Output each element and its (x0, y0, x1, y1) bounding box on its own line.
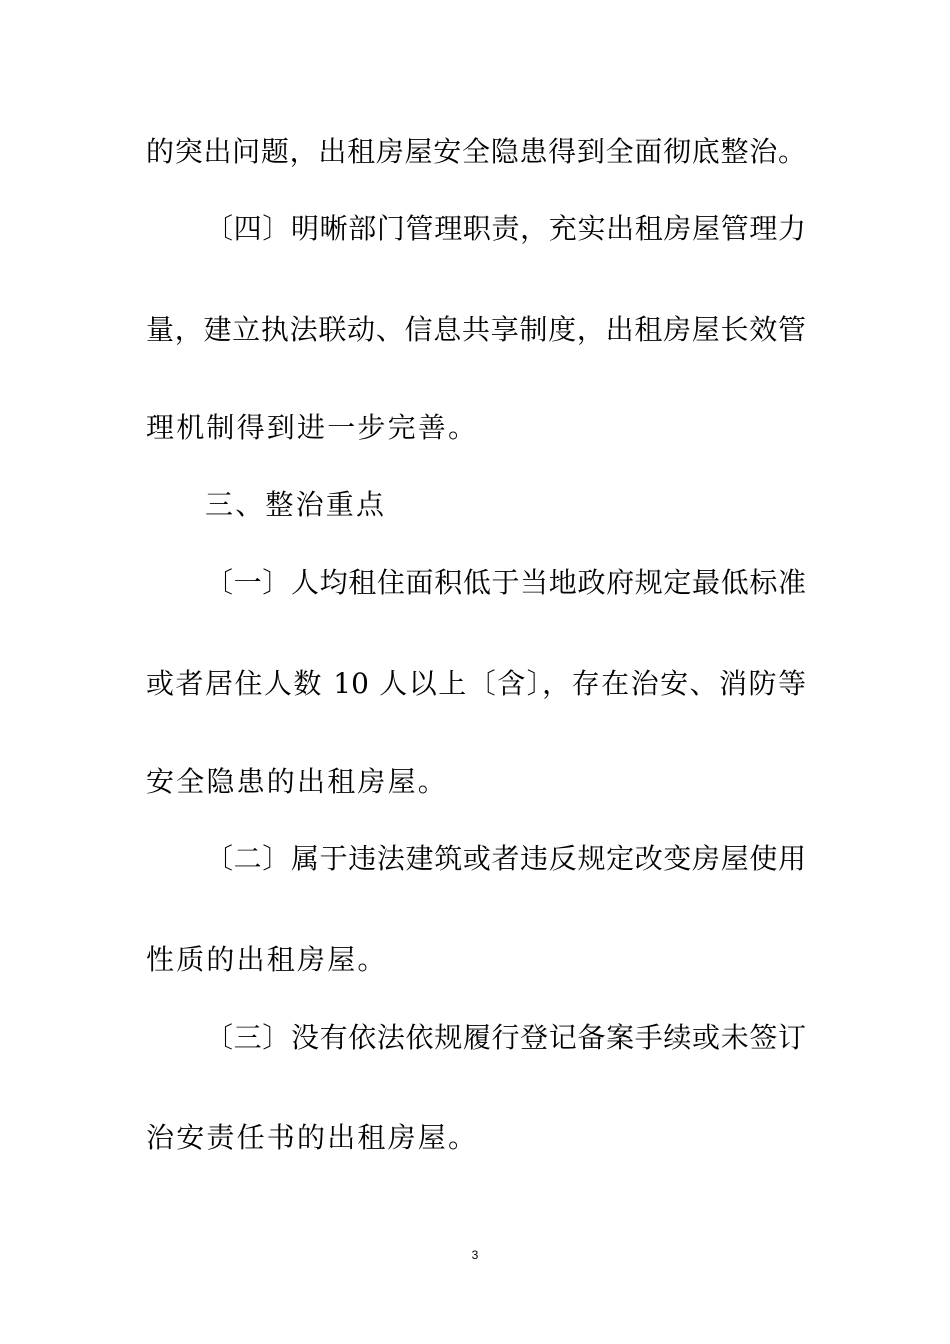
paragraph-line: 理机制得到进一步完善。 (146, 411, 479, 444)
section-heading: 三、整治重点 (205, 488, 387, 521)
paragraph-line: 〔四〕明晰部门管理职责，充实出租房屋管理力 (205, 212, 806, 245)
paragraph-line: 〔二〕属于违法建筑或者违反规定改变房屋使用 (205, 842, 806, 875)
paragraph-line: 〔一〕人均租住面积低于当地政府规定最低标准 (205, 566, 806, 599)
paragraph-line: 治安责任书的出租房屋。 (146, 1121, 479, 1154)
paragraph-line: 或者居住人数 10 人以上〔含〕，存在治安、消防等 (146, 667, 806, 700)
paragraph-line: 〔三〕没有依法依规履行登记备案手续或未签订 (205, 1021, 806, 1054)
paragraph-line: 的突出问题，出租房屋安全隐患得到全面彻底整治。 (146, 135, 806, 168)
paragraph-line: 量，建立执法联动、信息共享制度，出租房屋长效管 (146, 313, 806, 346)
paragraph-line: 性质的出租房屋。 (146, 943, 388, 976)
paragraph-line: 安全隐患的出租房屋。 (146, 765, 449, 798)
page-number: 3 (471, 1248, 479, 1262)
